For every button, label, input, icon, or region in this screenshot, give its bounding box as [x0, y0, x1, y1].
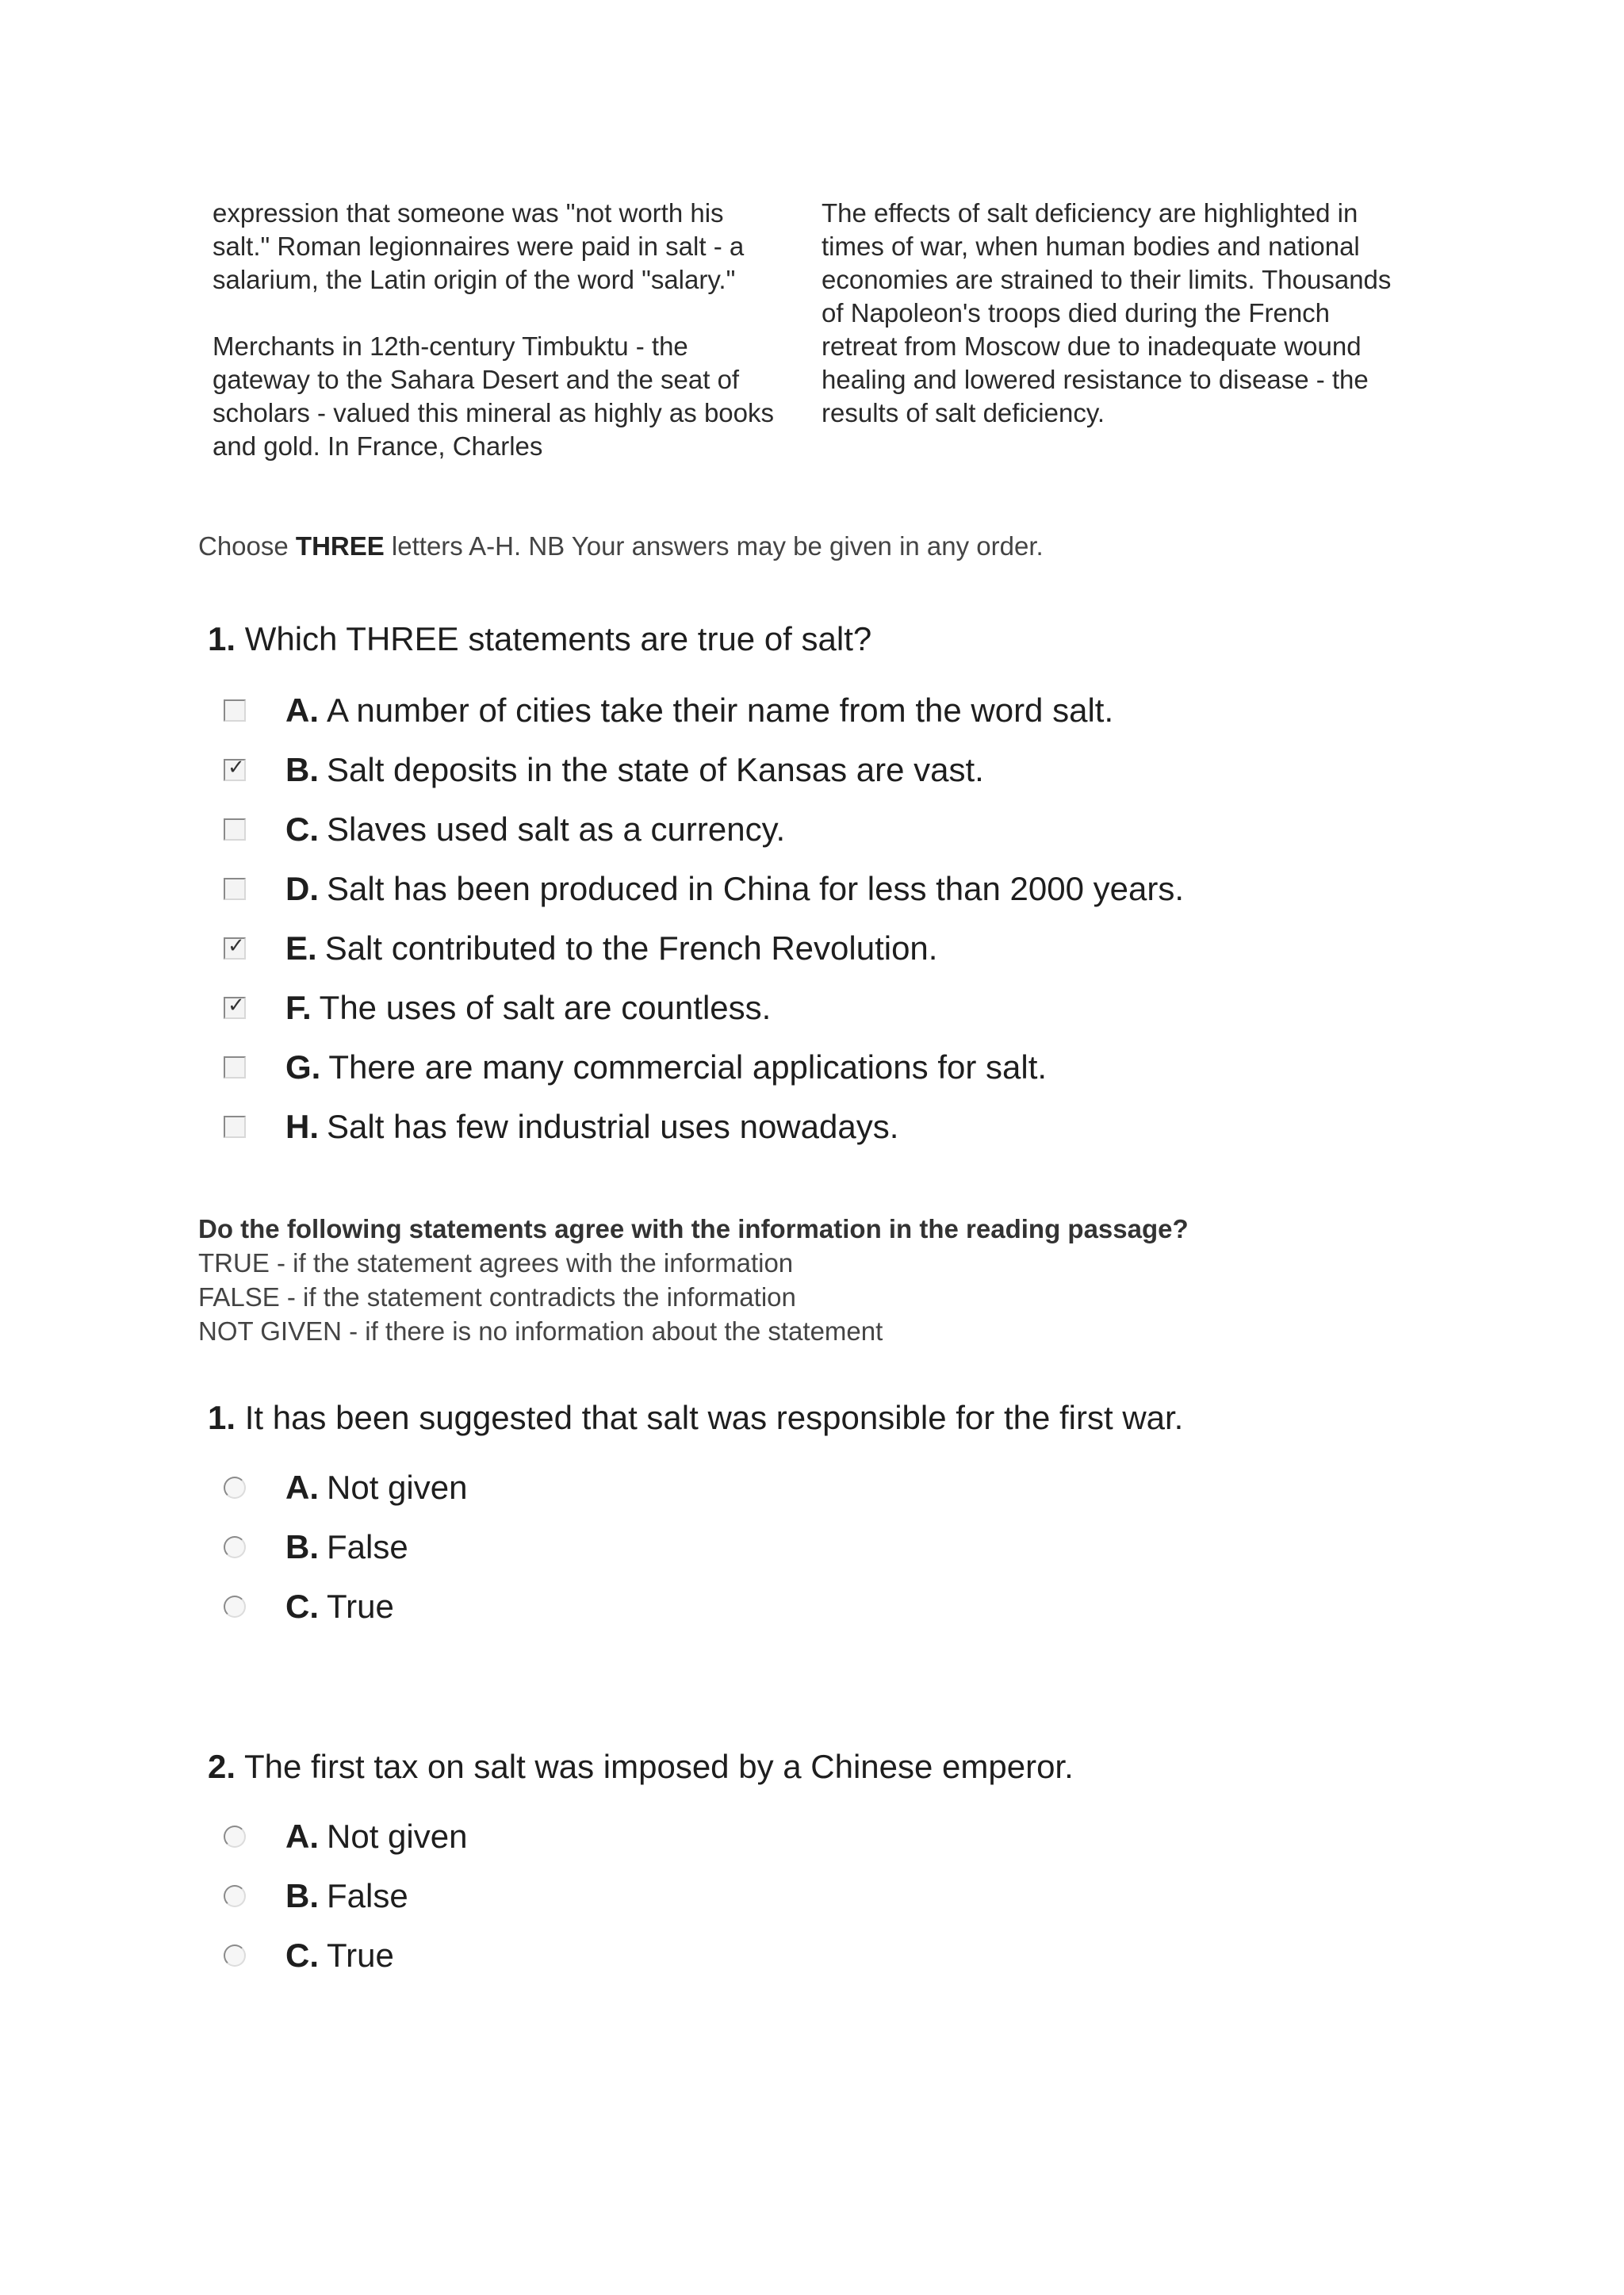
checkbox-options-list [224, 680, 1184, 1156]
option-text: False [327, 1527, 408, 1565]
checkbox-icon[interactable] [224, 1116, 246, 1138]
radio-icon[interactable] [224, 1826, 246, 1848]
option-text: The uses of salt are countless. [319, 988, 772, 1026]
radio-icon[interactable] [224, 1477, 246, 1499]
option-d[interactable] [224, 859, 1184, 918]
option-letter: A. [285, 1468, 319, 1506]
option-c[interactable] [224, 799, 1184, 859]
question-text: Which THREE statements are true of salt? [244, 620, 872, 657]
checkbox-icon[interactable] [224, 878, 246, 900]
option-letter: D. [285, 869, 319, 907]
option-f[interactable] [224, 978, 1184, 1037]
option-letter: B. [285, 1527, 319, 1565]
option-text: Salt has been produced in China for less than 2000 years. [327, 869, 1185, 907]
passage-paragraph: The effects of salt deficiency are highlighted in times of war, when human bodies and national economies are strained to their limits. Thousands of Napoleon's troops died during the French retreat from Moscow due to inadequate wound healing and lowered resistance to disease - the results of salt deficiency. [822, 198, 1392, 427]
option-a[interactable] [224, 680, 1184, 740]
radio-icon[interactable] [224, 1536, 246, 1558]
option-text: True [327, 1936, 394, 1974]
option-h[interactable] [224, 1097, 1184, 1156]
radio-icon[interactable] [224, 1944, 246, 1967]
option-text: Not given [327, 1817, 468, 1855]
radio-icon[interactable] [224, 1885, 246, 1907]
question-number: 2. [208, 1748, 236, 1785]
multi-choice-instruction [198, 531, 1044, 561]
question-number: 1. [208, 620, 236, 657]
instruction-text: Choose [198, 531, 296, 561]
option-b[interactable] [224, 740, 1184, 799]
option-text: Salt deposits in the state of Kansas are vast. [327, 750, 984, 788]
passage-right-column [822, 197, 1408, 463]
option-letter: B. [285, 1876, 319, 1914]
option-letter: A. [285, 1817, 319, 1855]
option-letter: G. [285, 1048, 321, 1086]
question-text: It has been suggested that salt was responsible for the first war. [244, 1399, 1184, 1436]
tfng-line-not-given: NOT GIVEN - if there is no information about the statement [198, 1316, 883, 1346]
option-not-given[interactable] [224, 1458, 467, 1517]
option-false[interactable] [224, 1517, 467, 1577]
option-text: Not given [327, 1468, 468, 1506]
tfng-instructions [198, 1212, 1189, 1348]
question-number: 1. [208, 1399, 236, 1436]
option-false[interactable] [224, 1866, 467, 1925]
option-not-given[interactable] [224, 1806, 467, 1866]
option-letter: H. [285, 1107, 319, 1145]
question-text: The first tax on salt was imposed by a Chinese emperor. [243, 1748, 1074, 1785]
option-letter: E. [285, 929, 317, 967]
checkbox-checked-icon[interactable]: ✓ [224, 997, 246, 1019]
option-e[interactable] [224, 918, 1184, 978]
option-text: A number of cities take their name from the word salt. [327, 691, 1114, 729]
passage-left-column [213, 197, 783, 496]
checkbox-checked-icon[interactable]: ✓ [224, 937, 246, 960]
option-text: Salt has few industrial uses nowadays. [327, 1107, 899, 1145]
option-letter: C. [285, 1587, 319, 1625]
option-text: False [327, 1876, 408, 1914]
option-letter: B. [285, 750, 319, 788]
question-multi-1 [208, 620, 871, 658]
instruction-text: letters A-H. NB Your answers may be given in any order. [384, 531, 1044, 561]
checkbox-checked-icon[interactable]: ✓ [224, 759, 246, 781]
instruction-emphasis: THREE [295, 531, 385, 561]
passage-paragraph: Merchants in 12th-century Timbuktu - the gateway to the Sahara Desert and the seat of scholars - valued this mineral as highly as books and gold. In France, Charles [213, 331, 775, 461]
radio-icon[interactable] [224, 1596, 246, 1618]
option-true[interactable] [224, 1925, 467, 1985]
tfng-line-true: TRUE - if the statement agrees with the information [198, 1248, 794, 1278]
option-text: True [327, 1587, 394, 1625]
option-letter: A. [285, 691, 319, 729]
checkbox-icon[interactable] [224, 1056, 246, 1079]
radio-options-list [224, 1458, 467, 1636]
option-text: Salt contributed to the French Revolution. [324, 929, 938, 967]
question-tfng-2 [208, 1748, 1074, 1786]
option-letter: C. [285, 810, 319, 848]
tfng-line-false: FALSE - if the statement contradicts the information [198, 1282, 796, 1312]
option-g[interactable] [224, 1037, 1184, 1097]
option-letter: C. [285, 1936, 319, 1974]
checkbox-icon[interactable] [224, 699, 246, 722]
option-text: Slaves used salt as a currency. [327, 810, 786, 848]
option-true[interactable] [224, 1577, 467, 1636]
option-text: There are many commercial applications for salt. [328, 1048, 1048, 1086]
option-letter: F. [285, 988, 312, 1026]
checkbox-icon[interactable] [224, 818, 246, 841]
tfng-heading: Do the following statements agree with the information in the reading passage? [198, 1214, 1189, 1243]
question-tfng-1 [208, 1399, 1183, 1437]
passage-paragraph: expression that someone was "not worth his salt." Roman legionnaires were paid in salt - a salarium, the Latin origin of the word "salary." [213, 198, 745, 294]
radio-options-list [224, 1806, 467, 1985]
